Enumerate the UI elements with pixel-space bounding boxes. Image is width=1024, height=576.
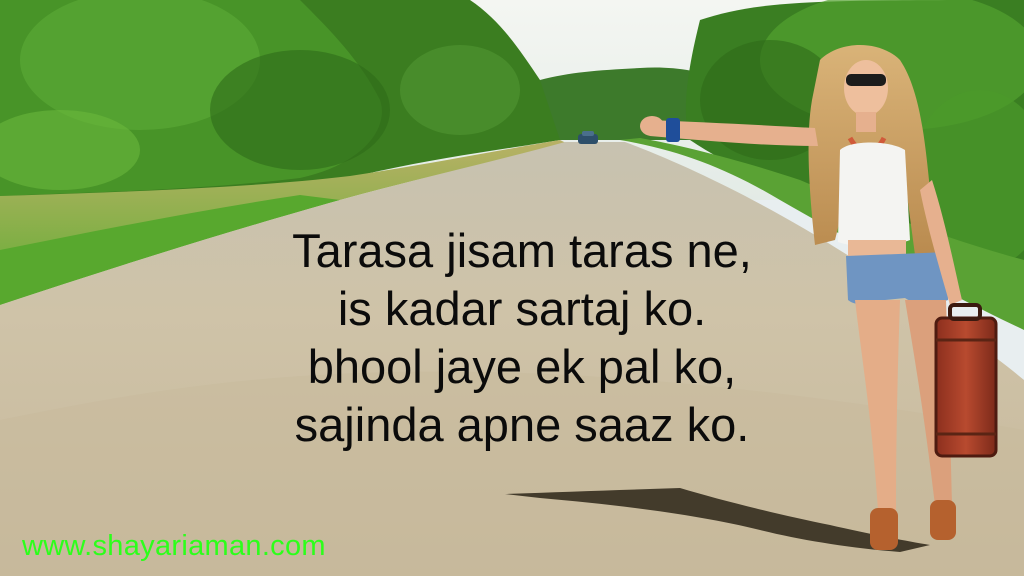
suitcase xyxy=(936,305,996,456)
poem-line: Tarasa jisam taras ne, xyxy=(292,224,752,277)
poem-line: is kadar sartaj ko. xyxy=(337,282,707,335)
poem-line: bhool jaye ek pal ko, xyxy=(307,340,737,393)
poem-text xyxy=(232,222,812,454)
website-watermark: www.shayariaman.com xyxy=(22,530,326,562)
poem-line: sajinda apne saaz ko. xyxy=(294,398,750,451)
